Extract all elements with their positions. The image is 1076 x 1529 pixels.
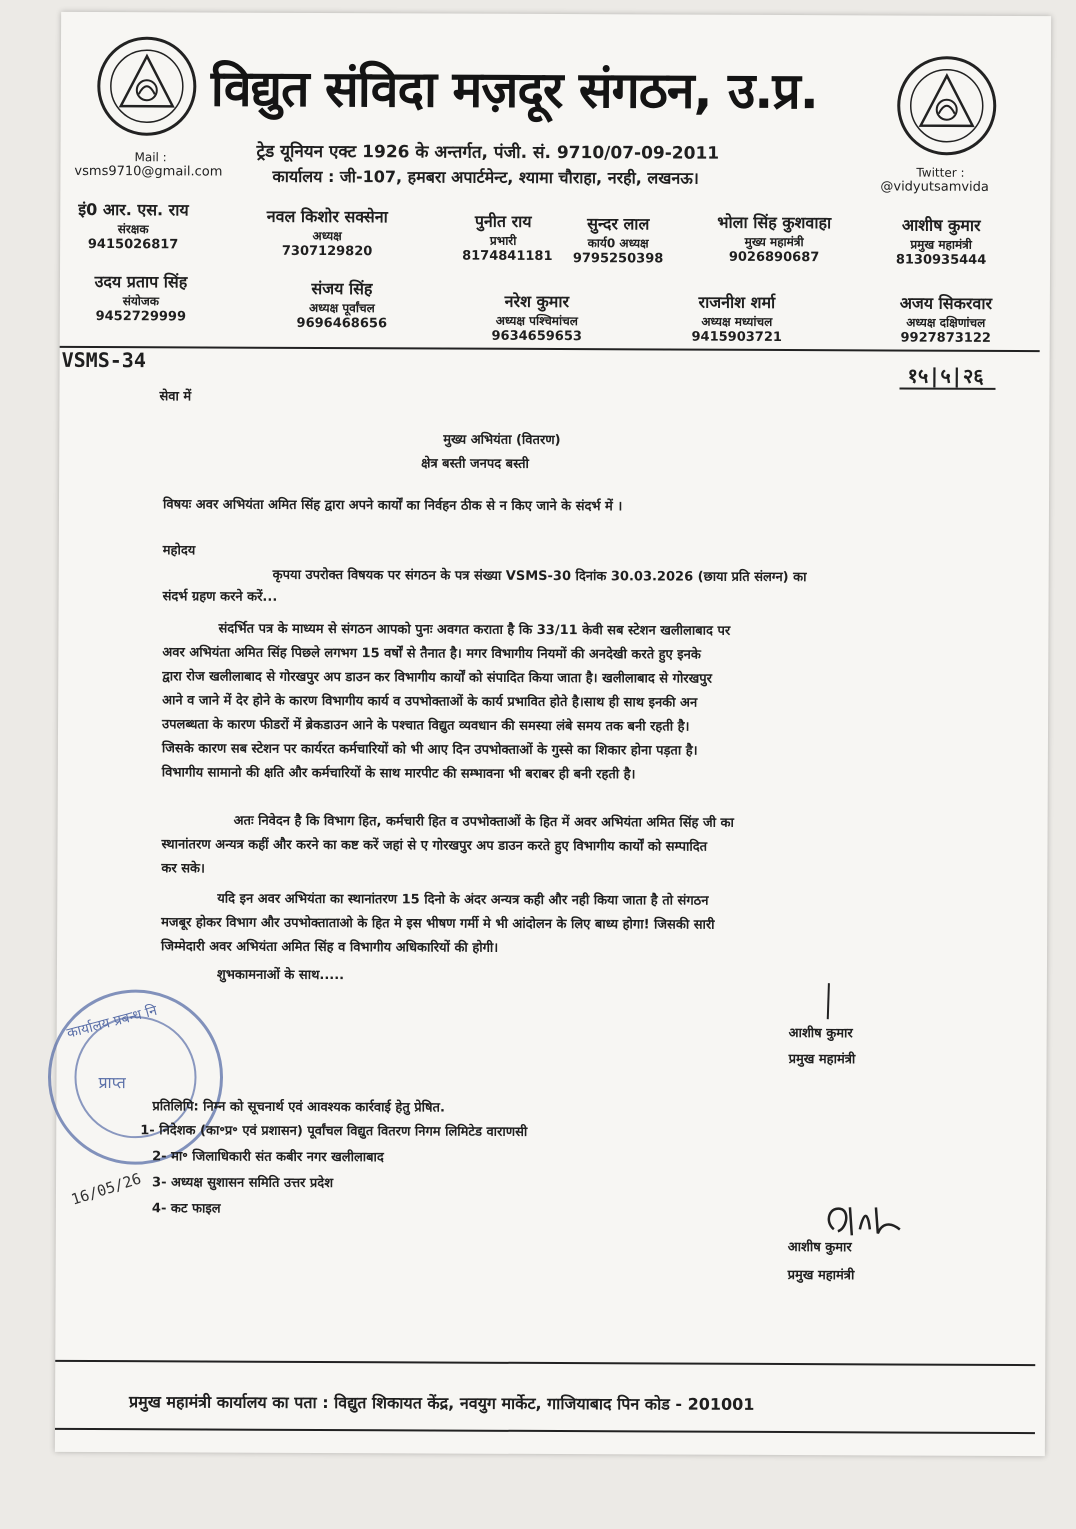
subject-line: विषयः अवर अभियंता अमित सिंह द्वारा अपने कार्यों का निर्वहन ठीक से न किए जाने के संदर्भ में । [162,497,623,515]
official-card [76,270,206,325]
copy-item: 2- मा॰ जिलाधिकारी संत कबीर नगर खलीलाबाद [152,1149,384,1166]
closing: शुभकामनाओं के साथ..... [216,967,345,984]
official-role: अध्यक्ष दक्षिणांचल [906,315,986,330]
para1-line: संदर्भ ग्रहण करने करें... [162,589,278,605]
para2-line: आने व जाने में देर होने के कारण विभागीय कार्य व उपभोक्ताओं के कार्य प्रभावित होते है।साथ ही साथ इनकी अन [162,693,698,711]
copy-item: 1- निदेशक (का॰प्र॰ एवं प्रशासन) पूर्वांचल विद्युत वितरण निगम लिमिटेड वाराणसी [140,1123,528,1140]
mail-address: vsms9710@gmail.com [74,163,223,180]
stamp-mid-text: प्राप्त [98,1073,126,1093]
official-name: इं0 आर. एस. राय [78,199,189,220]
stamp-date: 16/05/26 [68,1169,144,1209]
mail-label: Mail : [134,150,167,165]
official-card [472,290,602,345]
salutation-to: सेवा में [159,389,192,405]
official-card [78,198,188,252]
greeting: महोदय [162,543,196,559]
official-phone: 9452729999 [95,309,187,325]
official-role: संरक्षक [117,222,149,237]
official-card [462,210,553,264]
sender-title: प्रमुख महामंत्री [788,1052,856,1068]
official-name: भोला सिंह कुशवाहा [717,212,832,233]
para4-line: मजबूर होकर विभाग और उपभोक्ताताओ के हित मे इस भीषण गर्मी मे भी आंदोलन के लिए बाध्य होगा! जिसकी सारी [161,915,715,933]
footer-divider-bottom [55,1428,1035,1434]
office-address: कार्यालय : जी-107, हमबरा अपार्टमेन्ट, श्यामा चौराहा, नरही, लखनऊ। [272,166,699,188]
para2-line: अवर अभियंता अमित सिंह पिछले लगभग 15 वर्षों से तैनात है। मगर विभागीय नियमों की अनदेखी करते हुए इनके [162,645,701,663]
official-role: संयोजक [122,294,160,309]
sender-name: आशीष कुमार [788,1026,853,1042]
official-role: अध्यक्ष पूर्वांचल [308,300,375,316]
copy-heading: प्रतिलिपि: निम्न को सूचनार्थ एवं आवश्यक कार्रवाई हेतु प्रेषित. [152,1099,445,1116]
union-logo-left [95,34,199,138]
union-logo-right [895,53,999,157]
letter-sheet [55,12,1051,1456]
official-card [878,213,1004,268]
official-name: उदय प्रताप सिंह [94,271,188,292]
para2-line: उपलब्धता के कारण फीडरों में ब्रेकडाउन आने के पश्चात विद्युत व्यवधान की समस्या लंबे समय तक बनी रहती है। [162,717,690,735]
official-phone: 9927873122 [900,330,991,346]
official-role: मुख्य महामंत्री [744,234,804,250]
recipient-line-1: मुख्य अभियंता (वितरण) [443,432,561,449]
official-phone: 9634659653 [491,328,583,345]
date-underline [900,388,996,390]
official-card [242,205,412,260]
footer-address: प्रमुख महामंत्री कार्यालय का पता : विद्युत शिकायत केंद्र, नवयुग मार्केट, गाजियाबाद पिन कोड - 201001 [129,1392,755,1414]
official-phone: 7307129820 [281,243,373,260]
official-name: सुन्दर लाल [587,214,650,234]
para2-line: जिसके कारण सब स्टेशन पर कार्यरत कर्मचारियों को भी आए दिन उपभोक्ताओं के गुस्से का शिकार होना पड़ता है। [161,741,698,759]
twitter-label: Twitter : [916,165,965,180]
org-name: विद्युत संविदा मज़दूर संगठन, उ.प्र. [210,59,818,121]
official-name: पुनीत राय [474,211,532,231]
recipient-line-2: क्षेत्र बस्ती जनपद बस्ती [421,456,529,472]
copy-item: 3- अध्यक्ष सुशासन समिति उत्तर प्रदेश [152,1175,334,1192]
para4-line: यदि इन अवर अभियंता का स्थानांतरण 15 दिनो के अंदर अन्यत्र कही और नही किया जाता है तो संगठन [217,891,709,909]
official-phone: 8130935444 [895,252,987,268]
para3-line: अतः निवेदन है कि विभाग हित, कर्मचारी हित व उपभोक्ताओं के हित में अवर अभियंता अमित सिंह जी का [233,813,734,831]
official-role: प्रमुख महामंत्री [910,237,972,252]
para4-line: जिम्मेदारी अवर अभियंता अमित सिंह व विभागीय अधिकारियों की होगी। [161,939,499,956]
official-name: नवल किशोर सक्सेना [266,206,388,227]
stamp-top-text: कार्यालय प्रबन्ध नि [65,1002,159,1042]
twitter-handle: @vidyutsamvida [880,179,989,195]
official-name: राजनीश शर्मा [698,292,776,312]
para1-line: कृपया उपरोक्त विषयक पर संगठन के पत्र संख्या VSMS-30 दिनांक 30.03.2026 (छाया प्रति संलग्न) का [272,567,807,586]
official-card [878,291,1014,346]
signature-stroke [819,981,839,1021]
official-role: अध्यक्ष [312,228,342,244]
para2-line: विभागीय सामानो की क्षति और कर्मचारियों के साथ मारपीट की सम्भावना भी बराबर ही बनी रहती है। [161,765,636,783]
header-divider [60,346,1040,352]
official-phone: 9026890687 [728,249,820,266]
official-phone: 9415026817 [87,236,179,253]
para3-line: स्थानांतरण अन्यत्र कहीं और करने का कष्ट करें जहां से ए गोरखपुर अप डाउन करते हुए विभागीय कार्यों को सम्पादित [161,837,708,855]
official-card [672,291,802,346]
official-phone: 9415903721 [691,329,782,345]
office-received-stamp [40,982,231,1173]
official-card [572,212,664,266]
official-role: प्रभारी [489,233,517,248]
para3-line: कर सके। [161,861,205,877]
copy-item: 4- कट फाइल [151,1201,221,1217]
reference-number: VSMS-34 [61,347,146,373]
official-name: आशीष कुमार [901,215,981,235]
footer-divider-top [55,1360,1035,1366]
official-name: नरेश कुमार [504,291,570,312]
official-role: कार्य0 अध्यक्ष [587,236,649,251]
signed-name: आशीष कुमार [787,1240,852,1256]
official-phone: 9696468656 [296,315,388,332]
official-card [694,211,854,266]
handwritten-date: १५|५|२६ [907,363,984,388]
official-card [282,277,402,332]
official-role: अध्यक्ष पश्चिमांचल [495,313,578,329]
official-name: संजय सिंह [311,278,373,299]
official-name: अजय सिकरवार [899,293,993,313]
official-phone: 9795250398 [572,251,664,267]
official-phone: 8174841181 [462,248,553,264]
registration-line: ट्रेड यूनियन एक्ट 1926 के अन्तर्गत, पंजी. सं. 9710/07-09-2011 [256,141,720,164]
para2-line: संदर्भित पत्र के माध्यम से संगठन आपको पुनः अवगत कराता है कि 33/11 केवी सब स्टेशन खलीलाबाद पर [218,621,731,639]
official-role: अध्यक्ष मध्यांचल [701,314,773,329]
signed-title: प्रमुख महामंत्री [787,1268,855,1284]
para2-line: द्वारा रोज खलीलाबाद से गोरखपुर अप डाउन कर विभागीय कार्यों को संपादित किया जाता है। खलीलाबाद से गोरखपुर [162,669,713,687]
